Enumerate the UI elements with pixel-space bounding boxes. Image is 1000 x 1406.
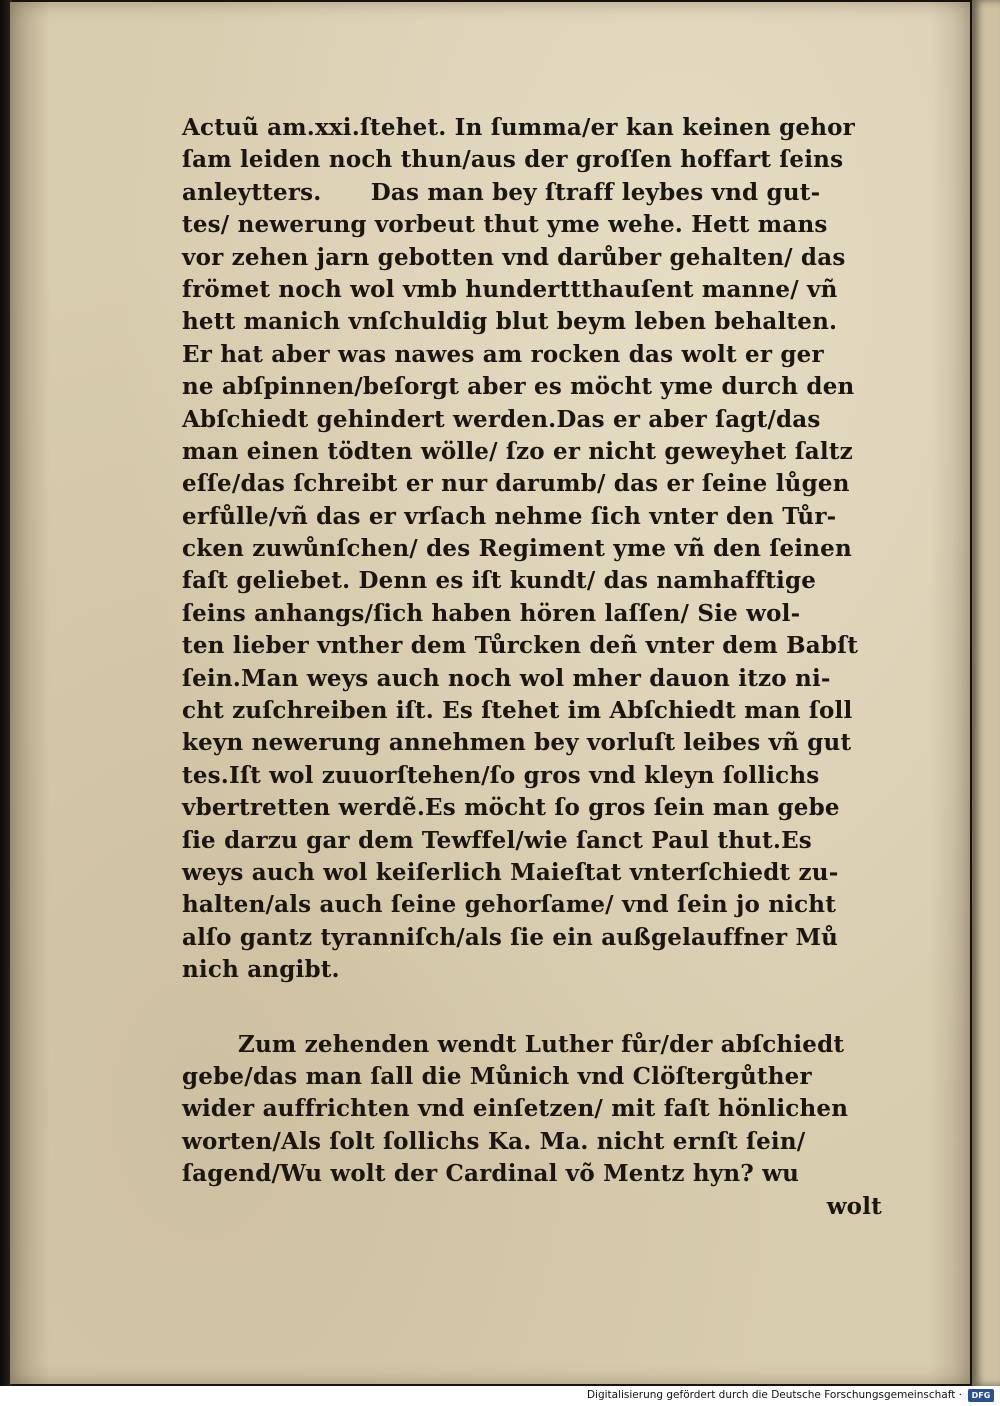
footer-bar [0, 1386, 1000, 1406]
text-line: ſam leiden noch thun/aus der groſſen hoffart ſeins [182, 146, 844, 174]
catchword: wolt [826, 1192, 882, 1220]
text-line: Er hat aber was nawes am rocken das wolt er ger [182, 340, 824, 368]
text-line: tes.Iſt wol zuuorſtehen/ſo gros vnd kleyn ſollichs [182, 761, 820, 789]
text-line: frömet noch wol vmb hunderttthauſent manne/ vñ [182, 275, 838, 303]
text-line: faſt geliebet. Denn es iſt kundt/ das namhafftige [182, 567, 817, 595]
text-line: Actuũ am.xxi.ſtehet. In ſumma/er kan keinen gehor [182, 114, 855, 141]
text-line: alſo gantz tyranniſch/als ſie ein außgelauffner Mů [182, 923, 839, 951]
text-line: halten/als auch ſeine gehorſame/ vnd ſein jo nicht [182, 891, 837, 919]
text-line: ſagend/Wu wolt der Cardinal võ Mentz hyn? wu [182, 1160, 800, 1188]
paragraph-gap [182, 987, 902, 1029]
text-line: gebe/das man ſall die Můnich vnd Clöſtergůther [182, 1062, 812, 1090]
paragraph-1 [182, 112, 902, 987]
text-line: ſein.Man weys auch noch wol mher dauon itzo ni- [182, 664, 831, 692]
text-line: vor zehen jarn gebotten vnd darůber gehalten/ das [182, 243, 846, 271]
text-line: vbertretten werdẽ.Es möcht ſo gros ſein man gebe [182, 794, 840, 822]
text-line: hett manich vnſchuldig blut beym leben behalten. [182, 308, 838, 336]
text-line: Zum zehenden wendt Luther fůr/der abſchiedt [238, 1030, 845, 1058]
text-line: ten lieber vnther dem Tůrcken deñ vnter dem Babſt [182, 632, 859, 660]
text-line: keyn newerung annehmen bey vorluſt leibes vñ gut [182, 729, 852, 757]
facing-page-edge [972, 0, 1000, 1386]
text-line: anleytters. Das man bey ſtraff leybes vnd gut- [182, 178, 821, 206]
text-line: man einen tödten wölle/ ſzo er nicht geweyhet ſaltz [182, 437, 853, 465]
text-line: weys auch wol keiſerlich Maieſtat vnterſchiedt zu- [182, 858, 839, 886]
text-line: eſſe/das ſchreibt er nur darumb/ das er ſeine lůgen [182, 470, 850, 498]
text-line: wider auffrichten vnd einſetzen/ mit faſt hönlichen [182, 1095, 849, 1123]
text-line: cht zuſchreiben iſt. Es ſtehet im Abſchiedt man ſoll [182, 697, 853, 725]
digitization-credit: Digitalisierung gefördert durch die Deutsche Forschungsgemeinschaft · [586, 1389, 962, 1401]
text-line: ſeins anhangs/ſich haben hören laſſen/ Sie wol- [182, 599, 801, 627]
text-line: worten/Als ſolt ſollichs Ka. Ma. nicht ernſt ſein/ [182, 1127, 806, 1155]
paragraph-2 [182, 1029, 902, 1223]
text-line: ne abſpinnen/beſorgt aber es möcht yme durch den [182, 373, 855, 401]
text-line: cken zuwůnſchen/ des Regiment yme vñ den ſeinen [182, 535, 852, 563]
text-line: erfůlle/vñ das er vrſach nehme ſich vnter den Tůr- [182, 502, 837, 530]
page-text [182, 112, 902, 1223]
text-line: Abſchiedt gehindert werden.Das er aber ſagt/das [182, 405, 821, 433]
text-line: ſie darzu gar dem Tewffel/wie ſanct Paul thut.Es [182, 826, 812, 854]
text-line: nich angibt. [182, 956, 340, 984]
text-line: tes/ newerung vorbeut thut yme wehe. Hett mans [182, 211, 828, 239]
dfg-logo: DFG [968, 1389, 994, 1402]
